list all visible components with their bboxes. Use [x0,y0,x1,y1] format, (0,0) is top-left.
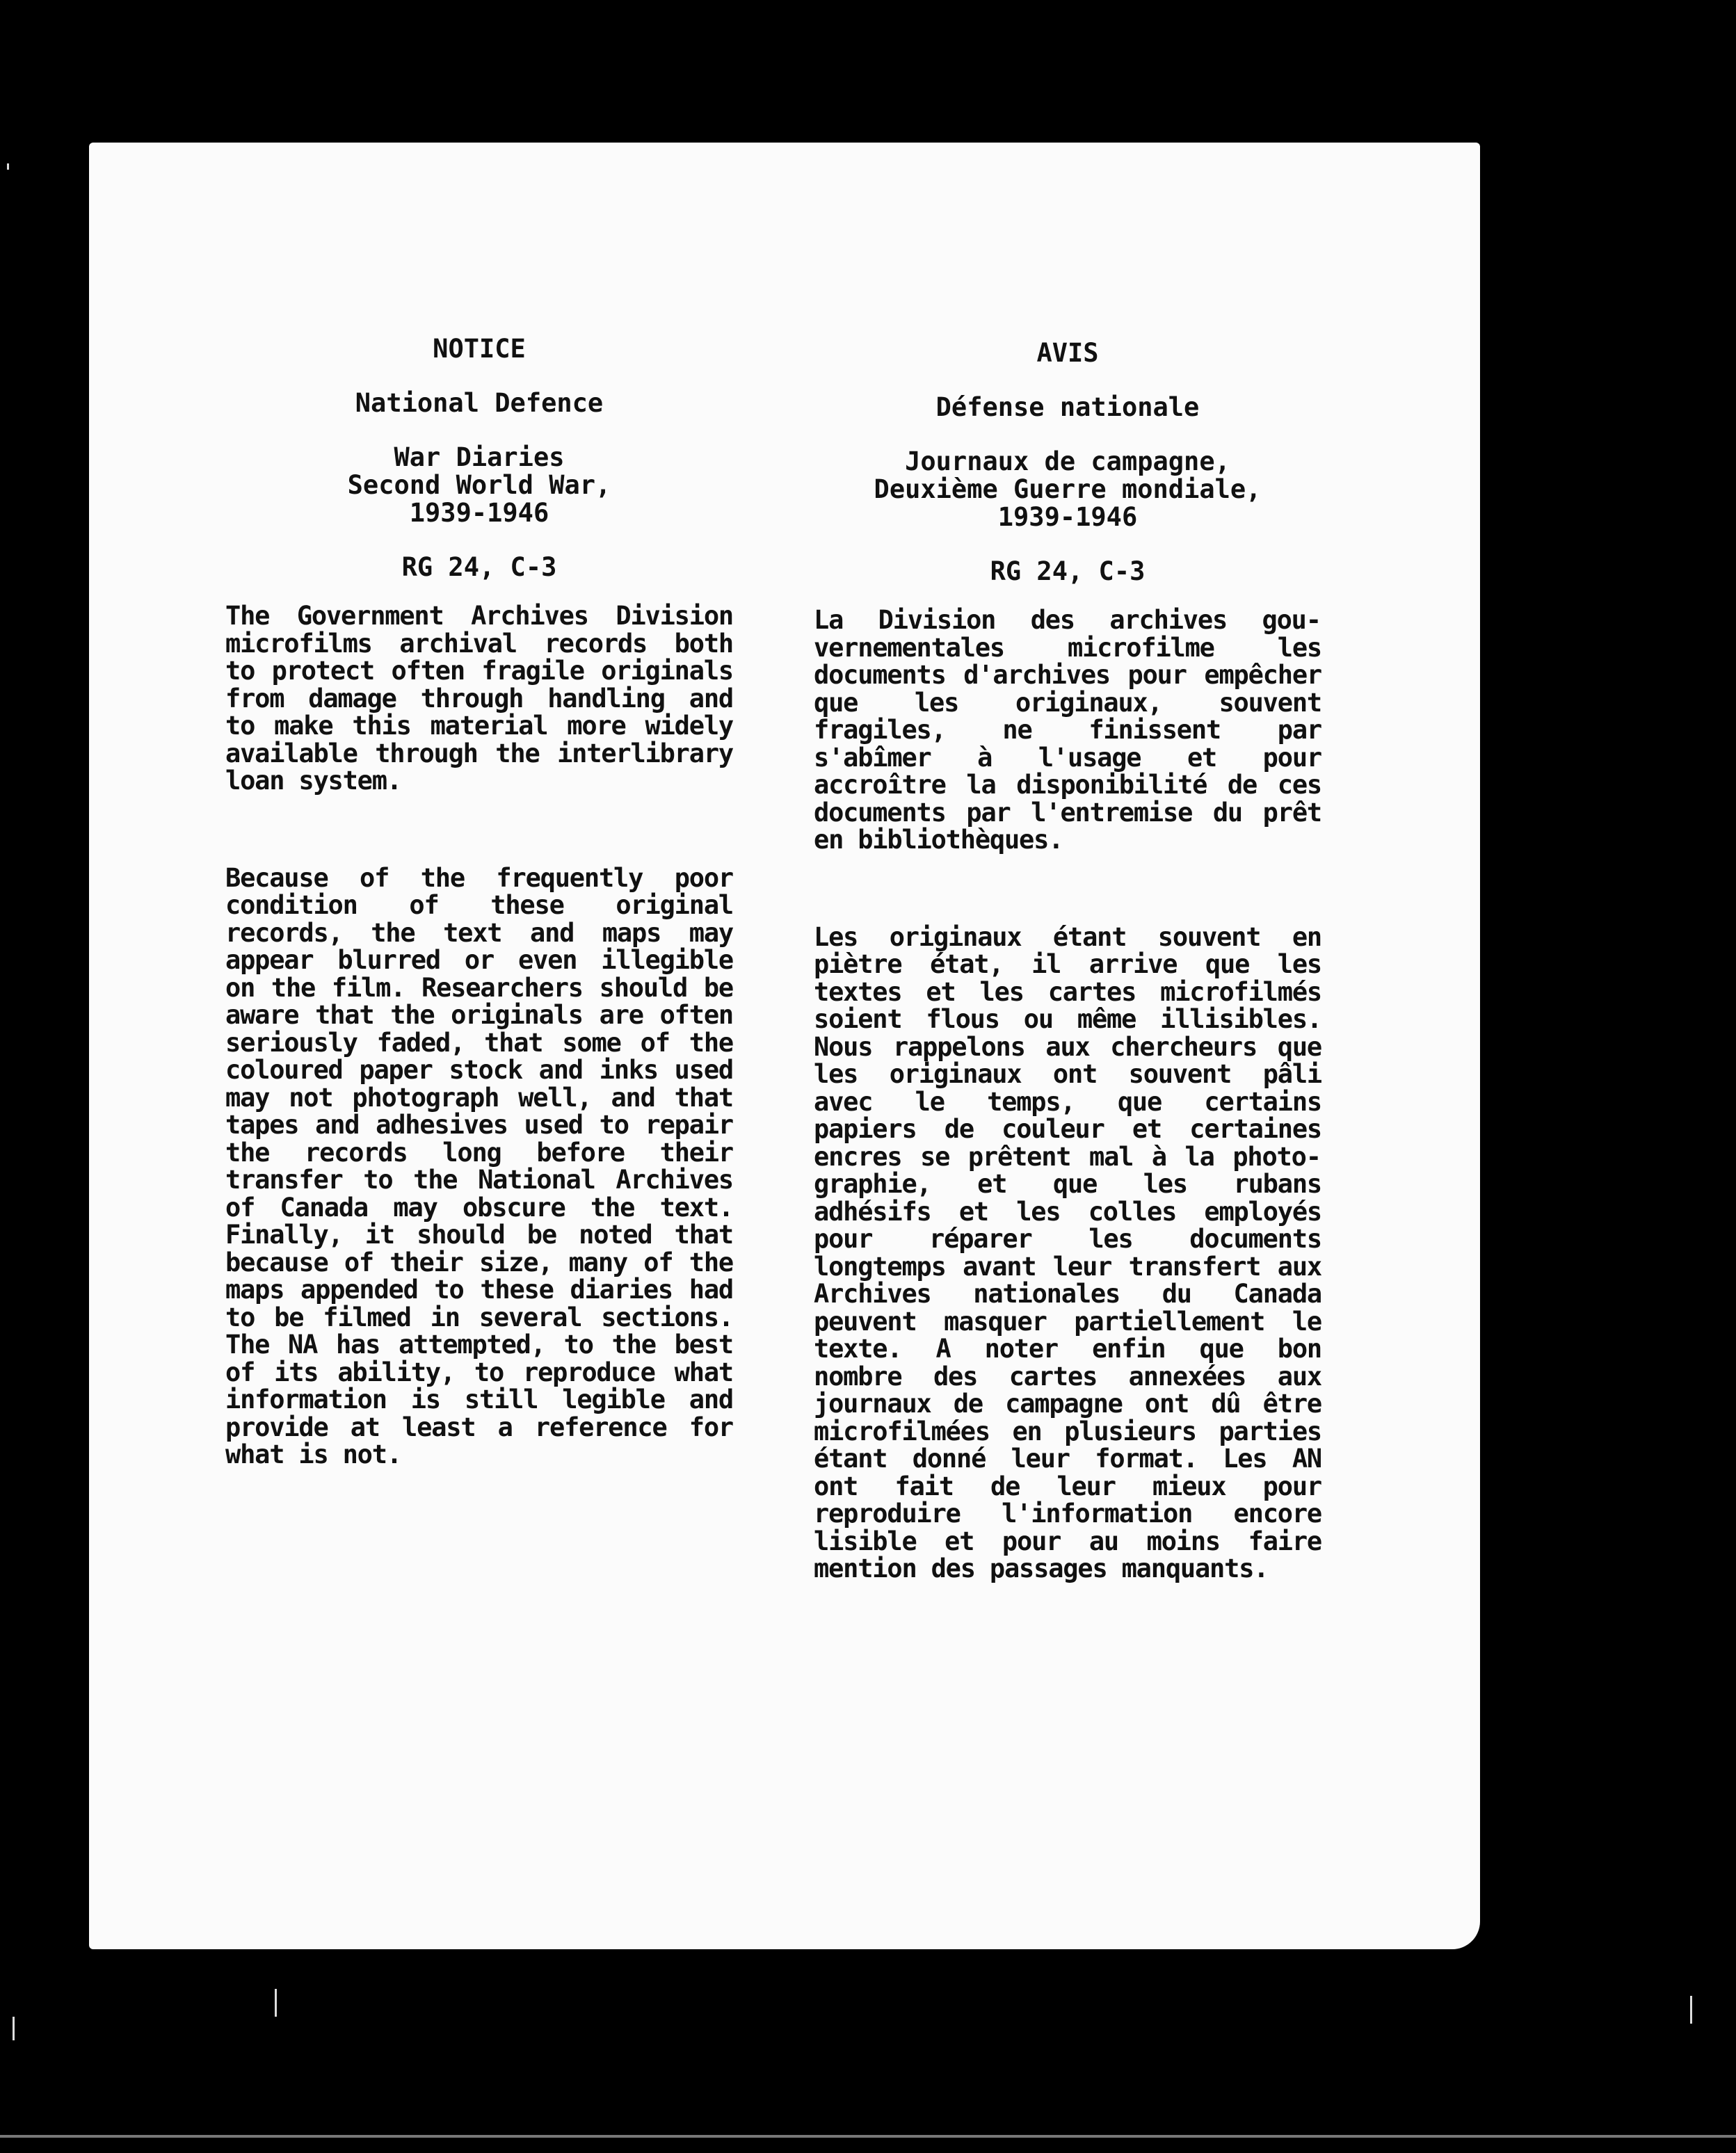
department-name: Défense nationale [935,392,1200,422]
body-paragraph: Because of the frequently poor condition of these original records, the text and maps may appear blurred or even illegible on the film. Researchers should be aware that the originals are often seriously faded, that some of the coloured paper stock and inks used may not photograph well, and that tapes and adhesives used to repair the records long before their transfer to the National Archives of Canada may obscure the text. Finally, it should be noted that because of their size, many of the maps appended to these diaries had to be filmed in several sections. The NA has attempted, to the best of its ability, to reproduce what information is still legible and provide at least a reference for what is not. [225,862,733,1469]
record-group-reference: RG 24, C-3 [990,556,1146,586]
body-paragraph: The Government Archives Division microfilms archival records both to protect often fragile originals from damage through handling and to make this material more widely available through the interlibrary loan system. [225,601,733,796]
scan-speck [0,2135,1736,2138]
french-column [814,339,1321,1583]
series-line: 1939-1946 [997,502,1138,532]
body-paragraph: La Division des archives gouvernementales microfilme les documents d'archives pour empêcher que les originaux, souvent fragiles, ne finissent par s'abîmer à l'usage et pour accroître la disponibilité de ces documents par l'entremise du prêt en bibliothèques. [814,605,1321,855]
series-line: War Diaries [394,442,565,472]
series-line: Journaux de campagne, [905,446,1230,476]
scan-speck [7,163,9,170]
english-column [225,335,733,1469]
series-line: Second World War, [347,470,611,500]
scan-speck [1690,1996,1692,2024]
notice-title: NOTICE [433,334,526,364]
series-line: Deuxième Guerre mondiale, [874,474,1262,504]
series-title [225,444,733,527]
series-title [814,448,1321,531]
notice-title: AVIS [1036,338,1099,368]
scan-speck [13,2017,15,2040]
record-group-reference: RG 24, C-3 [401,552,557,582]
body-paragraph: Les originaux étant souvent en piètre état, il arrive que les textes et les cartes microfilmés soient flous ou même illisibles. Nous rappelons aux chercheurs que les originaux ont souvent pâli avec le temps, que certains papiers de couleur et certaines encres se prêtent mal à la photographie, et que les rubans adhésifs et les colles employés pour réparer les documents longtemps avant leur transfert aux Archives nationales du Canada peuvent masquer partiellement le texte. A noter enfin que bon nombre des cartes annexées aux journaux de campagne ont dû être microfilmées en plusieurs parties étant donné leur format. Les AN ont fait de leur mieux pour reproduire l'information encore lisible et pour au moins faire mention des passages manquants. [814,921,1321,1583]
scan-speck [275,1989,277,2017]
series-line: 1939-1946 [409,498,549,528]
department-name: National Defence [355,388,604,418]
document-page [89,143,1480,1949]
